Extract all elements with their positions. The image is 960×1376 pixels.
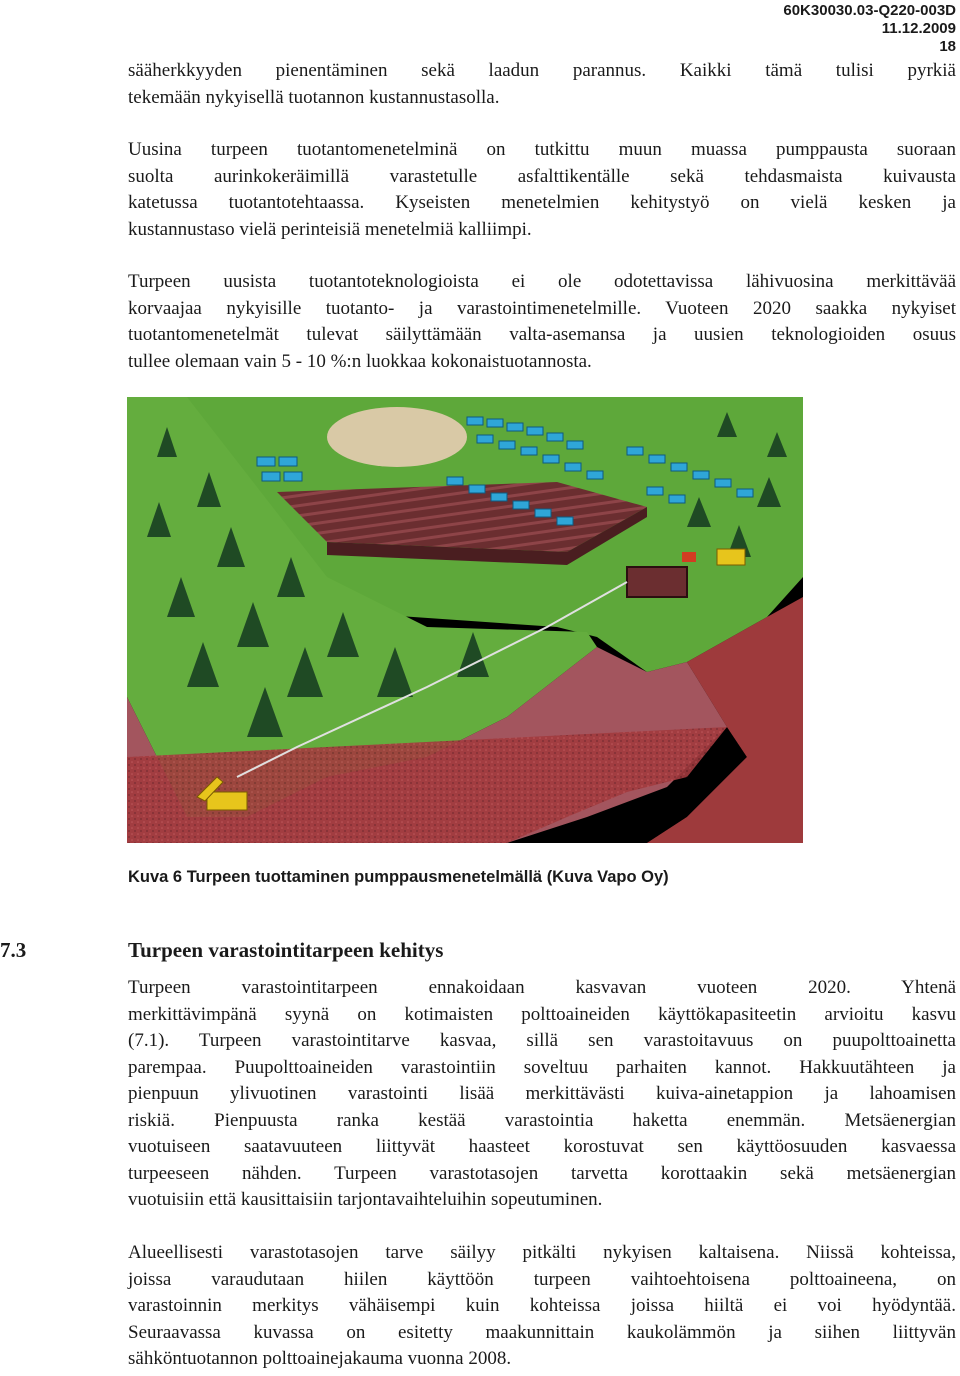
sand-pile [327,407,467,467]
paragraph-1 [128,58,956,111]
paragraph-line: Turpeen varastointitarpeen ennakoidaan kasvavan vuoteen 2020. Yhtenä [128,977,956,998]
paragraph-line: varastoinnin merkitys vähäisempi kuin kohteissa joissa hiiltä ei voi hyödyntää. [128,1295,956,1316]
peat-pumping-illustration [127,397,803,843]
paragraph-line: vuotuiseen saatavuuteen liittyvät haasteet korostuvat sen käyttöosuuden kasvaessa [128,1136,956,1157]
paragraph-line: Alueellisesti varastotasojen tarve säilyy pitkälti nykyisen kaltaisena. Niissä kohteissa, [128,1242,956,1263]
paragraph-line: sähköntuotannon polttoainejakauma vuonna 2008. [128,1348,512,1369]
storage-pit [627,567,687,597]
paragraph-line: sääherkkyyden pienentäminen sekä laadun parannus. Kaikki tämä tulisi pyrkiä [128,60,956,81]
paragraph-line: katetussa tuotantotehtaassa. Kyseisten menetelmien kehitystyö on vielä kesken ja [128,192,956,213]
paragraph-line: vuotuisiin että kausittaisiin tarjontavaihteluihin sopeutuminen. [128,1189,603,1210]
illustration-svg [127,397,803,843]
paragraph-line: korvaajaa nykyisille tuotanto- ja varastointimenetelmille. Vuoteen 2020 saakka nykyiset [128,297,956,319]
paragraph-3 [128,269,956,375]
document-date: 11.12.2009 [881,20,956,37]
paragraph-line: tullee olemaan vain 5 - 10 %:n luokkaa kokonaistuotannosta. [128,350,592,372]
paragraph-line: pienpuun ylivuotinen varastointi lisää merkittävästi kuiva-ainetappion ja lahoamisen [128,1083,956,1104]
document-id: 60K30030.03-Q220-003D [783,2,956,19]
paragraph-line: tuotantomenetelmät tulevat säilyttämään valta-asemansa ja uusien teknologioiden osuus [128,324,956,345]
paragraph-line: merkittävimpänä syynä on kotimaisten polttoaineiden käyttökapasiteetin arvioitu kasvu [128,1003,956,1025]
paragraph-line: kustannustaso vielä perinteisiä menetelmiä kalliimpi. [128,218,532,240]
paragraph-line: parempaa. Puupolttoaineiden varastointiin soveltuu parhaiten kannot. Hakkuutähteen ja [128,1056,956,1078]
paragraph-line: (7.1). Turpeen varastointitarve kasvaa, sillä sen varastoitavuus on puupolttoainetta [128,1030,956,1051]
paragraph-line: Uusina turpeen tuotantomenetelminä on tutkittu muun muassa pumppausta suoraan [128,139,956,160]
paragraph-line: tekemään nykyisellä tuotannon kustannustasolla. [128,86,500,108]
section-number: 7.3 [0,938,27,962]
tractor [682,552,696,562]
page-number: 18 [939,38,956,55]
paragraph-line: riskiä. Pienpuusta ranka kestää varastointia haketta enemmän. Metsäenergian [128,1109,956,1131]
figure-caption: Kuva 6 Turpeen tuottaminen pumppausmenetelmällä (Kuva Vapo Oy) [128,868,669,886]
paragraph-line: Turpeen uusista tuotantoteknologioista ei ole odotettavissa lähivuosina merkittävää [128,271,956,292]
paragraph-2 [128,137,956,243]
paragraph-line: joissa varaudutaan hiilen käyttöön turpeen vaihtoehtoisena polttoaineena, on [128,1268,956,1290]
paragraph-line: suolta aurinkokeräimillä varastetulle asfalttikentälle sekä tehdasmaista kuivausta [128,165,956,187]
paragraph-5 [128,1240,956,1373]
paragraph-line: turpeeseen nähden. Turpeen varastotasojen tarvetta korottaakin sekä metsäenergian [128,1162,956,1184]
page-header [783,2,956,56]
paragraph-line: Seuraavassa kuvassa on esitetty maakunnittain kaukolämmön ja siihen liittyvän [128,1321,956,1343]
paragraph-4 [128,975,956,1214]
section-title: Turpeen varastointitarpeen kehitys [128,938,444,962]
